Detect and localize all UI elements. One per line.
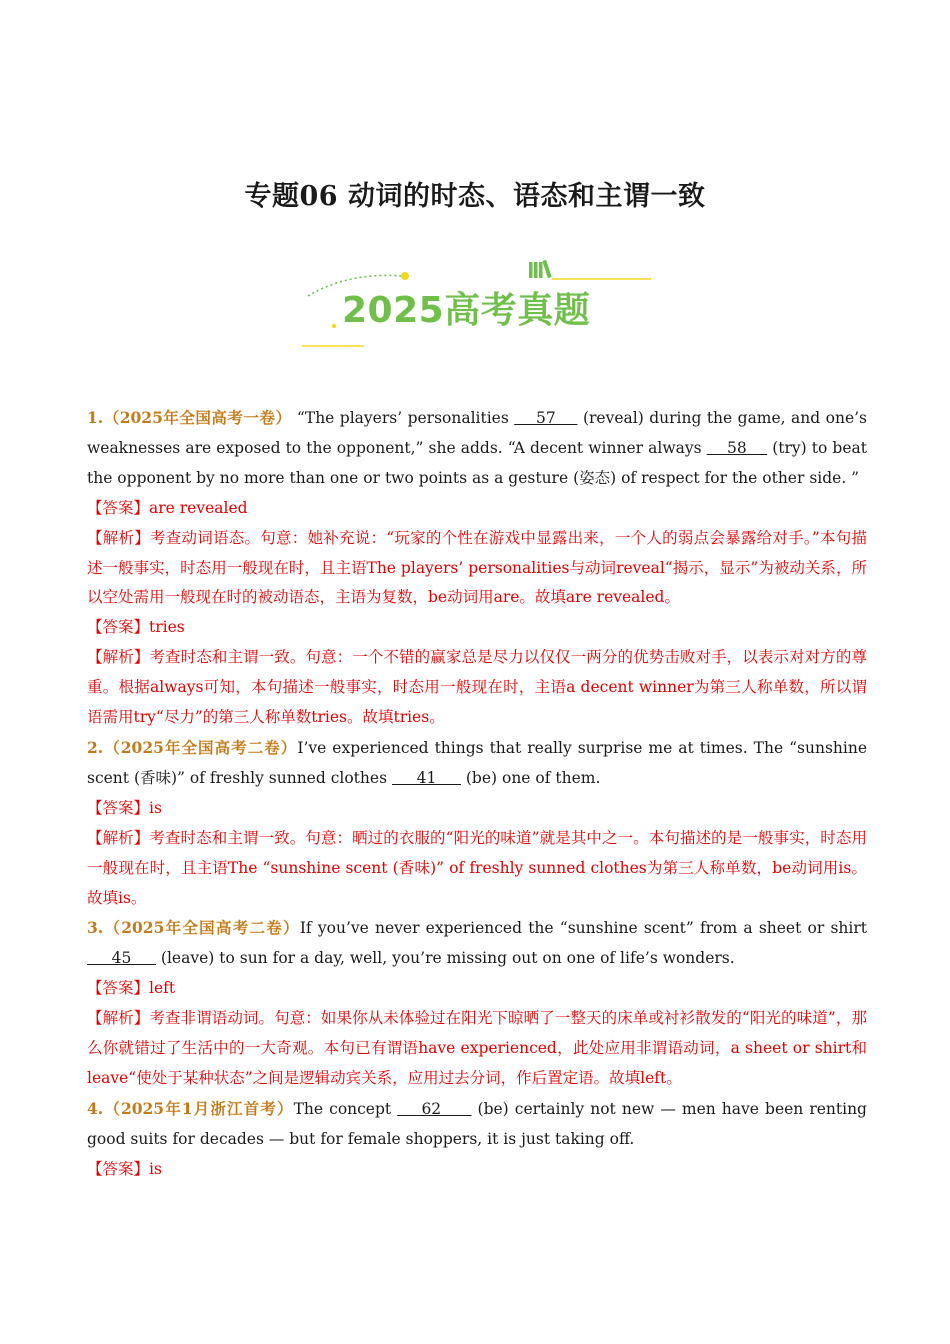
question-text: (be) one of them. xyxy=(460,768,601,787)
question-head: 1.（2025年全国高考一卷） xyxy=(87,408,292,427)
question-text: I’ve experienced things that really surprise me at times. The “sunshine scent (香味)” of freshly sunned clothes xyxy=(87,738,867,787)
question-text: “The players’ personalities xyxy=(291,409,515,427)
question-text: (try) to beat the opponent by no more than one or two points as a gesture (姿态) of respect for the other side. ” xyxy=(87,438,868,487)
blank-62: 62 xyxy=(397,1099,472,1118)
question-list xyxy=(87,403,867,1185)
banner-title: 2025高考真题 xyxy=(342,290,591,331)
question-4 xyxy=(87,1094,867,1155)
answer: 【答案】is xyxy=(87,798,162,817)
answer: 【答案】are revealed xyxy=(87,498,248,517)
blank-58: 58 xyxy=(706,438,768,457)
question-text: (leave) to sun for a day, well, you’re missing out on one of life’s wonders. xyxy=(156,949,735,968)
question-text: If you’ve never experienced the “sunshine scent” from a sheet or shirt xyxy=(299,919,867,938)
question-2 xyxy=(87,733,867,794)
question-head: 4.（2025年1月浙江首考） xyxy=(87,1098,294,1118)
blank-45: 45 xyxy=(87,949,156,968)
analysis: 【解析】考查时态和主谓一致。句意：一个不错的赢家总是尽力以仅仅一两分的优势击败对手，以表示对对方的尊重。根据always可知，本句描述一般事实，时态用一般现在时，主语a decent winner为第三人称单数，所以谓语需用try“尽力”的第三人称单数tries。故填tries。 xyxy=(87,648,867,727)
analysis: 【解析】考查非谓语动词。句意：如果你从未体验过在阳光下晾晒了一整天的床单或衬衫散发的“阳光的味道”，那么你就错过了生活中的一大奇观。本句已有谓语have experienced，此处应用非谓语动词，a sheet or shirt和leave“使处于某种状态”之间是逻辑动宾关系，应用过去分词，作后置定语。故填left。 xyxy=(87,1009,867,1087)
yellow-dot-small xyxy=(332,324,336,328)
question-3 xyxy=(87,913,867,974)
analysis: 【解析】考查时态和主谓一致。句意：晒过的衣服的“阳光的味道”就是其中之一。本句描述的是一般事实，时态用一般现在时，且主语The “sunshine scent (香味)” of freshly sunned clothes为第三人称单数，be动词用is。故填is。 xyxy=(87,828,867,907)
book-icon xyxy=(529,260,552,278)
analysis: 【解析】考查动词语态。句意：她补充说：“玩家的个性在游戏中显露出来，一个人的弱点会暴露给对手。”本句描述一般事实，时态用一般现在时，且主语The players’ personalities与动词reveal“揭示，显示”为被动关系，所以空处需用一般现在时的被动语态，主语为复数，be动词用are。故填are revealed。 xyxy=(87,528,867,607)
blank-41: 41 xyxy=(391,768,461,787)
yellow-dot xyxy=(401,272,409,280)
answer: 【答案】is xyxy=(87,1159,162,1178)
question-1 xyxy=(87,403,867,494)
question-head: 3.（2025年全国高考二卷） xyxy=(87,918,300,938)
answer: 【答案】left xyxy=(87,979,176,998)
question-text: (reveal) during the game, and one’s weaknesses are exposed to the opponent,” she adds. “A decent winner always xyxy=(87,409,868,457)
question-text: The concept xyxy=(293,1099,398,1118)
section-banner xyxy=(298,258,658,350)
blank-57: 57 xyxy=(514,409,578,427)
question-head: 2.（2025年全国高考二卷） xyxy=(87,737,298,757)
answer: 【答案】tries xyxy=(87,618,185,637)
page-title: 专题06 动词的时态、语态和主谓一致 xyxy=(244,181,706,212)
question-text: (be) certainly not new — men have been renting good suits for decades — but for female shoppers, it is just taking off. xyxy=(87,1099,867,1148)
